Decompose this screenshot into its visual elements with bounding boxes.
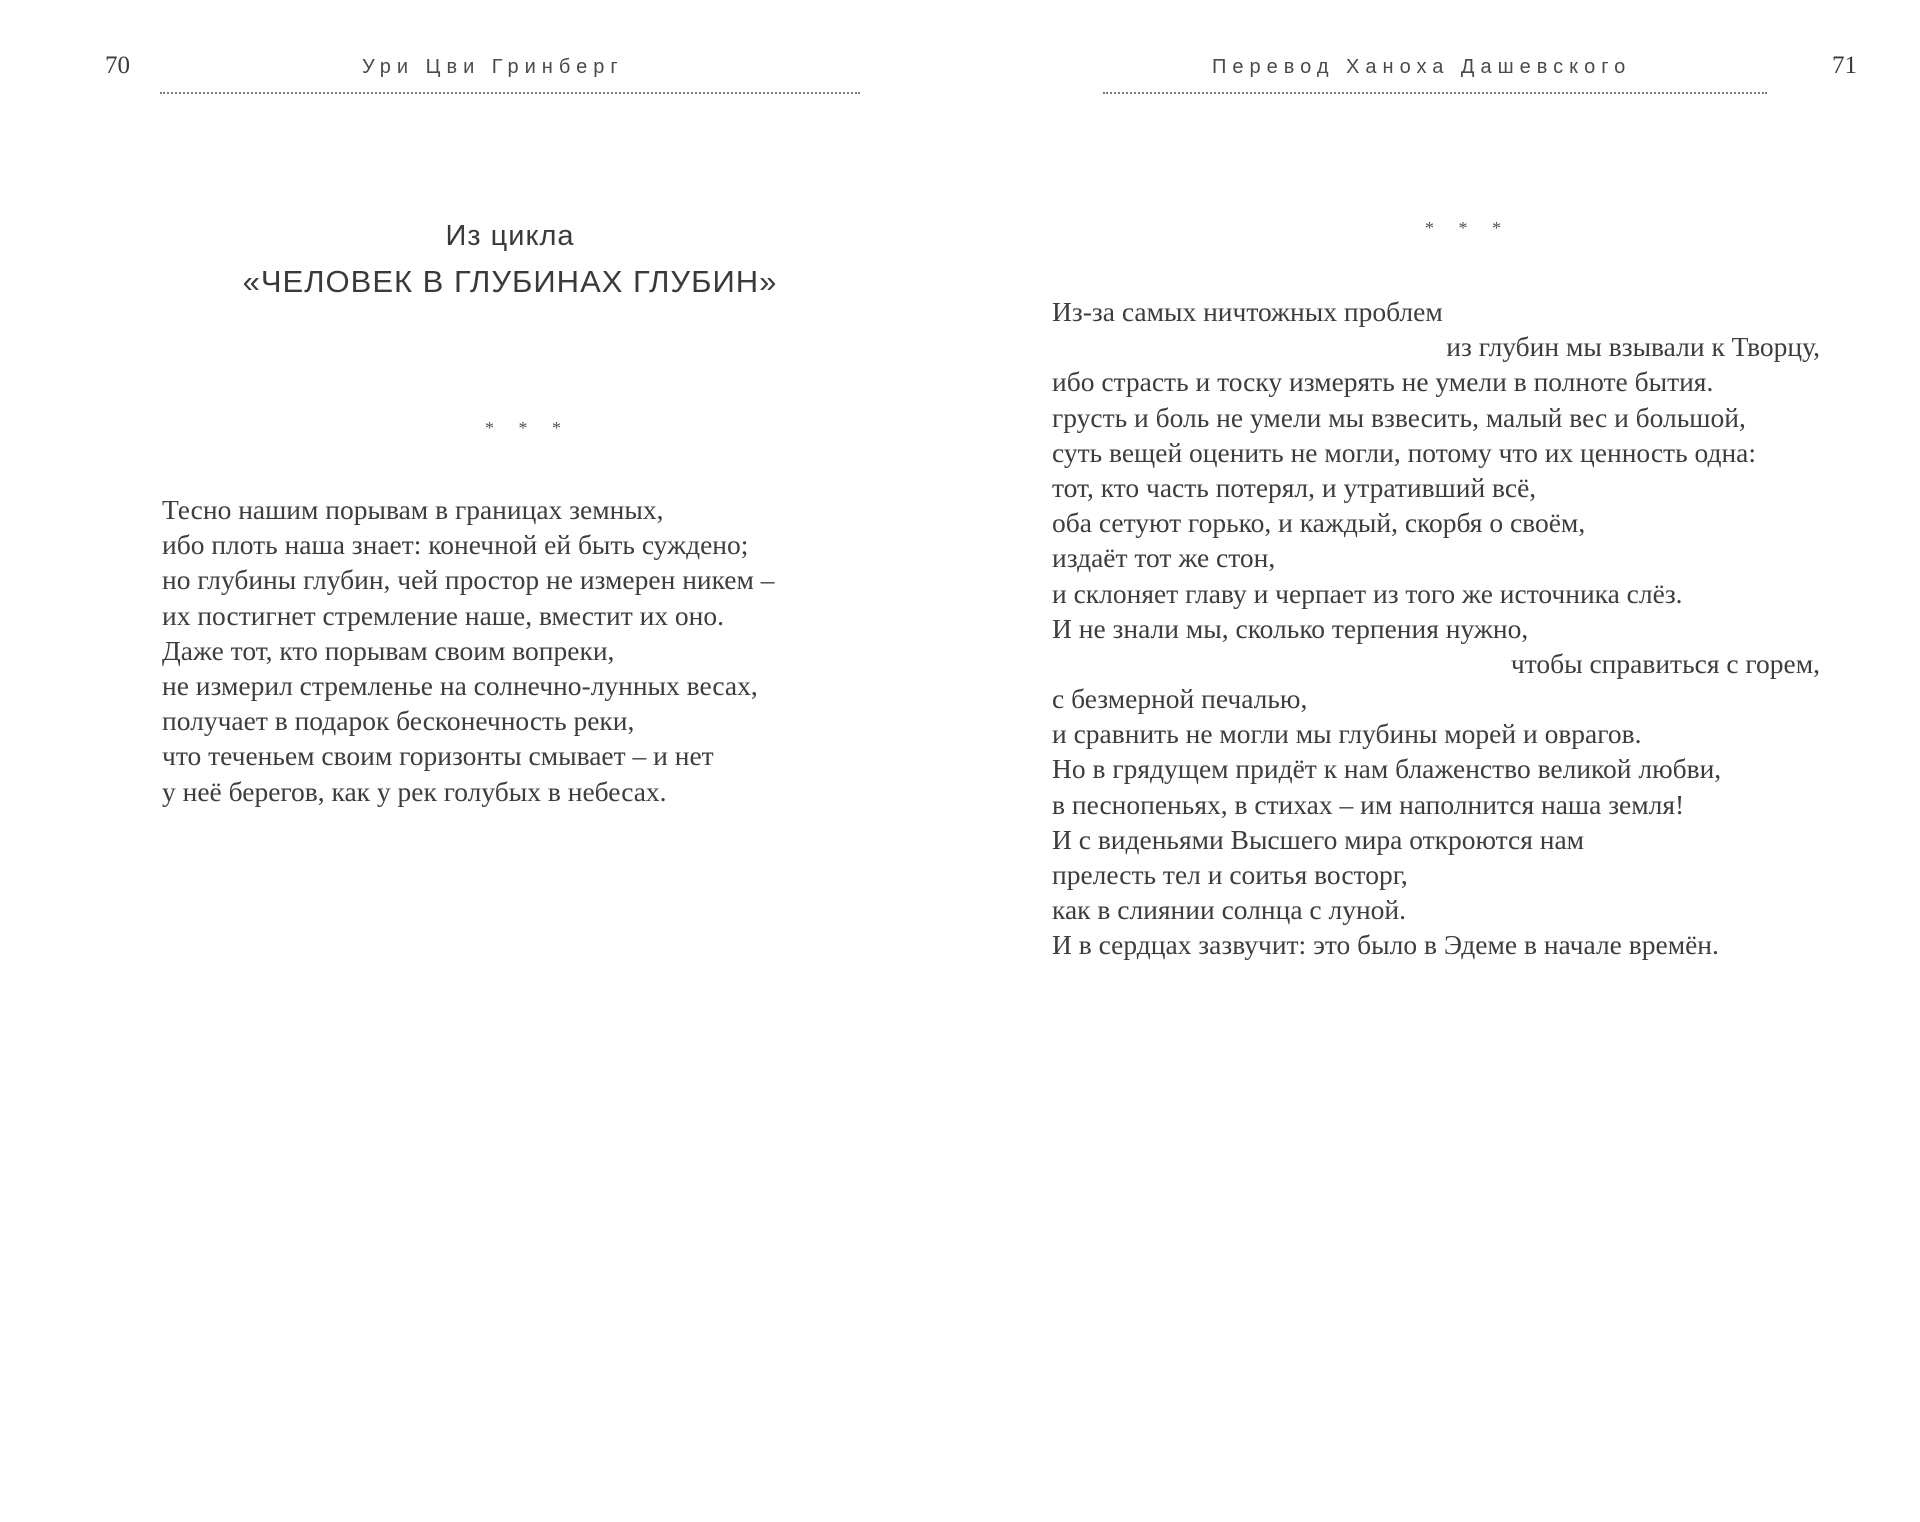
poem-line: у неё берегов, как у рек голубых в небесах.	[162, 775, 667, 807]
poem-line: тот, кто часть потерял, и утративший всё,	[1052, 471, 1537, 503]
page-number-left: 70	[105, 52, 130, 79]
poem-line: и сравнить не могли мы глубины морей и оврагов.	[1052, 718, 1642, 750]
poem-line: ибо страсть и тоску измерять не умели в полноте бытия.	[1052, 366, 1714, 398]
poem-line: но глубины глубин, чей простор не измерен никем –	[162, 564, 775, 596]
running-head-translator: Перевод Ханоха Дашевского	[1212, 56, 1632, 78]
poem-line: И в сердцах зазвучит: это было в Эдеме в начале времён.	[1052, 929, 1719, 961]
poem-line: Из-за самых ничтожных проблем	[1052, 296, 1443, 327]
header-rule-right	[1103, 92, 1767, 94]
poem-line: оба сетуют горько, и каждый, скорбя о своём,	[1052, 507, 1586, 539]
asterism-right: * * *	[1425, 218, 1511, 238]
poem-line: их постигнет стремление наше, вместит их оно.	[162, 599, 725, 631]
section-title-line1: Из цикла	[445, 220, 575, 252]
poem-left	[162, 492, 862, 809]
poem-line: суть вещей оценить не могли, потому что их ценность одна:	[1052, 436, 1757, 468]
poem-line: издаёт тот же стон,	[1052, 542, 1276, 574]
poem-line: Даже тот, кто порывам своим вопреки,	[162, 634, 615, 666]
page-number-right: 71	[1832, 52, 1857, 79]
poem-line: прелесть тел и соитья восторг,	[1052, 859, 1408, 890]
poem-line: как в слиянии солнца с луной.	[1052, 894, 1407, 926]
poem-line: И с виденьями Высшего мира откроются нам	[1052, 823, 1585, 855]
poem-line: и склоняет главу и черпает из того же источника слёз.	[1052, 577, 1683, 609]
poem-line: из глубин мы взывали к Творцу,	[1446, 331, 1820, 363]
section-title-line2: «ЧЕЛОВЕК В ГЛУБИНАХ ГЛУБИН»	[242, 264, 778, 299]
poem-line: с безмерной печалью,	[1052, 683, 1308, 715]
poem-line: в песнопеньях, в стихах – им наполнится наша земля!	[1052, 788, 1685, 820]
poem-line: Но в грядущем придёт к нам блаженство великой любви,	[1052, 753, 1722, 785]
poem-line: не измерил стремленье на солнечно-лунных весах,	[162, 669, 758, 701]
poem-right	[1052, 294, 1820, 963]
poem-line: ибо плоть наша знает: конечной ей быть суждено;	[162, 529, 749, 561]
poem-line: чтобы справиться с горем,	[1510, 647, 1820, 679]
header-rule-left	[160, 92, 860, 94]
right-page	[960, 0, 1920, 1522]
asterism-left: * * *	[485, 418, 571, 438]
poem-line: И не знали мы, сколько терпения нужно,	[1052, 612, 1529, 644]
poem-line: получает в подарок бесконечность реки,	[162, 705, 635, 737]
poem-line: грусть и боль не умели мы взвесить, малый вес и большой,	[1052, 401, 1746, 433]
running-head-author: Ури Цви Гринберг	[362, 56, 624, 78]
poem-line: Тесно нашим порывам в границах земных,	[162, 494, 664, 525]
poem-line: что теченьем своим горизонты смывает – и нет	[162, 740, 714, 772]
